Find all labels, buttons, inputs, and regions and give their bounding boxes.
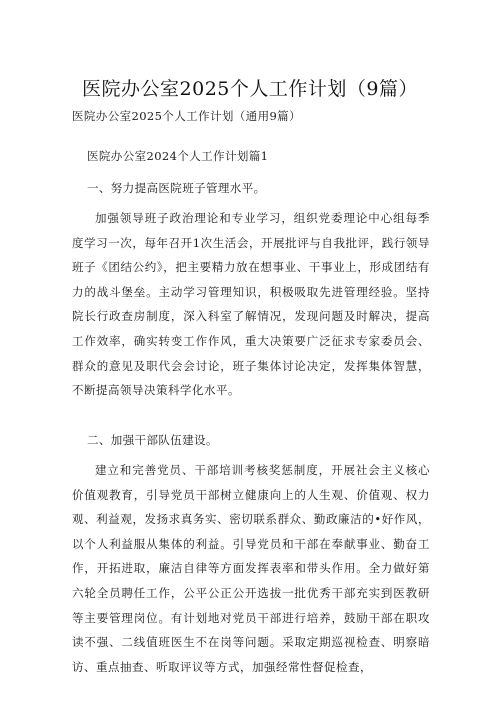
section-body-1: 加强领导班子政治理论和专业学习，组织党委理论中心组每季度学习一次，每年召开1次生活会，开展批评与自我批评，践行领导班子《团结公约》，把主要精力放在想事业、干事业上，形成团结有力的战斗堡垒。主动学习管理知识，积极吸取先进管理经验。坚持院长行政查房制度，深入科室了解情况，发现问题及时解决，提高工作效率，确实转变工作作风，重大决策要广泛征求专家委员会、群众的意见及职代会会讨论，班子集体讨论决定，发挥集体智慧，不断提高领导决策科学化水平。 — [72, 211, 430, 398]
document-title: 医院办公室2025个人工作计划（9篇） — [82, 78, 418, 100]
section-heading-2: 二、加强干部队伍建设。 — [87, 433, 218, 447]
section-heading-1: 一、努力提高医院班子管理水平。 — [87, 181, 266, 195]
section-body-2: 建立和完善党员、干部培训考核奖惩制度，开展社会主义核心价值观教育，引导党员干部树立健康向上的人生观、价值观、权力观、利益观，发扬求真务实、密切联系群众、勤政廉洁的•好作风，以个人利益服从集体的利益。引导党员和干部在奉献事业、勤奋工作，开拓进取，廉洁自律等方面发挥表率和带头作用。全力做好第六轮全员聘任工作，公平公正公开选拔一批优秀干部充实到医教研等主要管理岗位。有计划地对党员干部进行培养，鼓励干部在职攻读不强、二线值班医生不在岗等问题。采取定期巡视检查、明察暗访、重点抽查、听取评议等方式，加强经常性督促检查， — [72, 463, 430, 674]
part-heading: 医院办公室2024个人工作计划篇1 — [87, 149, 269, 163]
document-subtitle: 医院办公室2025个人工作计划（通用9篇） — [72, 109, 301, 123]
